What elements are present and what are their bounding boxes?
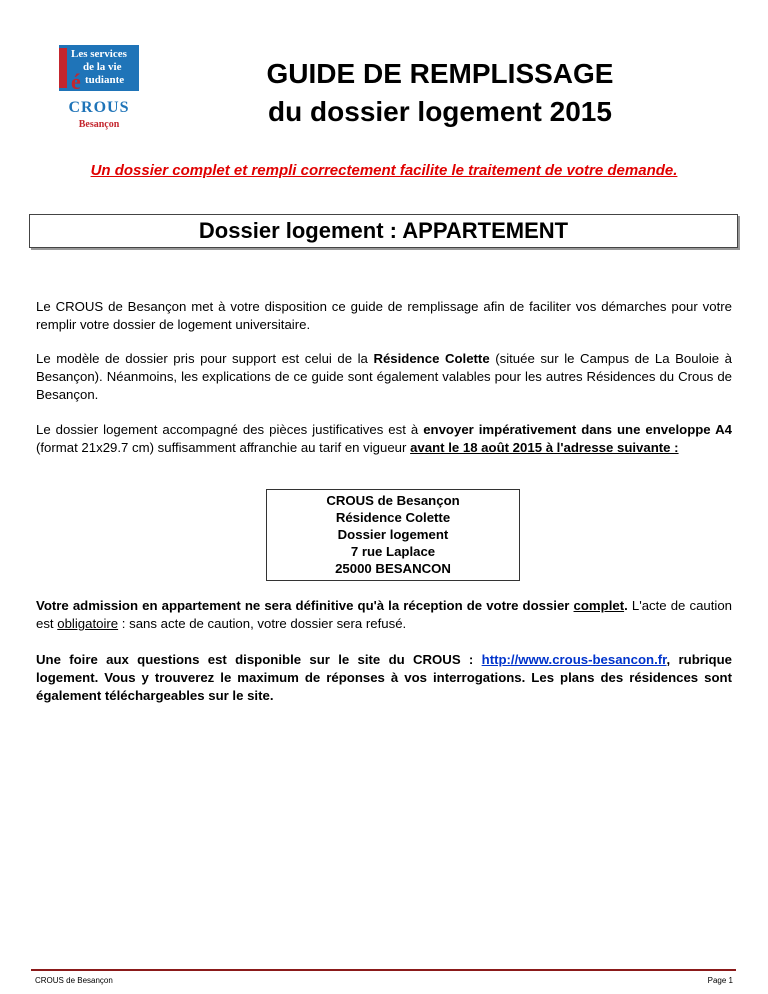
- page-title: [200, 55, 680, 131]
- paragraph-model: [36, 350, 732, 404]
- address-line: 25000 BESANCON: [335, 561, 451, 576]
- footer-divider: [31, 969, 736, 971]
- subtitle: Un dossier complet et rempli correctement facilite le traitement de votre demande.: [90, 162, 678, 179]
- crous-logo-graphic: [55, 45, 143, 131]
- crous-logo: [55, 45, 143, 131]
- p4-text-f: : sans acte de caution, votre dossier sera refusé.: [118, 616, 407, 631]
- p3-envelope: envoyer impérativement dans une enveloppe A4: [423, 422, 732, 437]
- p5-text-a: Une foire aux questions est disponible sur le site du CROUS :: [36, 652, 482, 667]
- title-line1: GUIDE DE REMPLISSAGE: [266, 58, 614, 89]
- address-line: Dossier logement: [337, 527, 449, 542]
- p3-deadline: avant le 18 août 2015 à l'adresse suivante :: [410, 440, 679, 455]
- paragraph-faq: [36, 651, 732, 705]
- crous-website-link[interactable]: http://www.crous-besancon.fr: [481, 652, 667, 667]
- logo-line3: tudiante: [85, 74, 125, 86]
- logo-city: Besançon: [78, 119, 120, 130]
- p4-text-a: Votre admission en appartement ne sera définitive qu'à la réception de votre dossier: [36, 598, 574, 613]
- logo-brand: CROUS: [68, 99, 130, 116]
- p3-text-c: (format 21x29.7 cm) suffisamment affranchie au tarif en vigueur: [36, 440, 411, 455]
- p4-text-d: L'acte de caution est: [36, 598, 733, 631]
- title-line2: du dossier logement 2015: [268, 96, 612, 127]
- p3-text-a: Le dossier logement accompagné des pièces justificatives est à: [36, 422, 424, 437]
- address-line: CROUS de Besançon: [326, 493, 460, 508]
- footer-organization: CROUS de Besançon: [35, 976, 113, 985]
- p4-mandatory: obligatoire: [57, 616, 119, 631]
- p4-complete: complet: [573, 598, 625, 613]
- p5-text-b: , rubrique logement. Vous y trouverez le maximum de réponses à vos interrogations. Les plans des résidences sont également téléchargeables sur le site.: [36, 652, 732, 703]
- address-line: 7 rue Laplace: [350, 544, 436, 559]
- p2-text-a: Le modèle de dossier pris pour support est celui de la: [36, 351, 374, 366]
- section-heading: Dossier logement : APPARTEMENT: [29, 214, 738, 248]
- address-line: Résidence Colette: [335, 510, 451, 525]
- paragraph-intro: Le CROUS de Besançon met à votre disposition ce guide de remplissage afin de faciliter vos démarches pour votre remplir votre dossier de logement universitaire.: [36, 299, 732, 332]
- p2-residence: Résidence Colette: [373, 351, 490, 366]
- footer-page-number: Page 1: [707, 976, 733, 985]
- logo-big-letter: é: [71, 69, 81, 94]
- logo-line1: Les services: [71, 48, 127, 60]
- p4-period: .: [624, 598, 628, 613]
- paragraph-admission: [36, 597, 732, 633]
- logo-line2: de la vie: [83, 61, 122, 73]
- paragraph-sending: [36, 421, 732, 457]
- address-box: [266, 489, 520, 581]
- p2-text-c: (située sur le Campus de La Bouloie à Besançon). Néanmoins, les explications de ce guide sont également valables pour les autres Résidences du Crous de Besançon.: [36, 351, 732, 402]
